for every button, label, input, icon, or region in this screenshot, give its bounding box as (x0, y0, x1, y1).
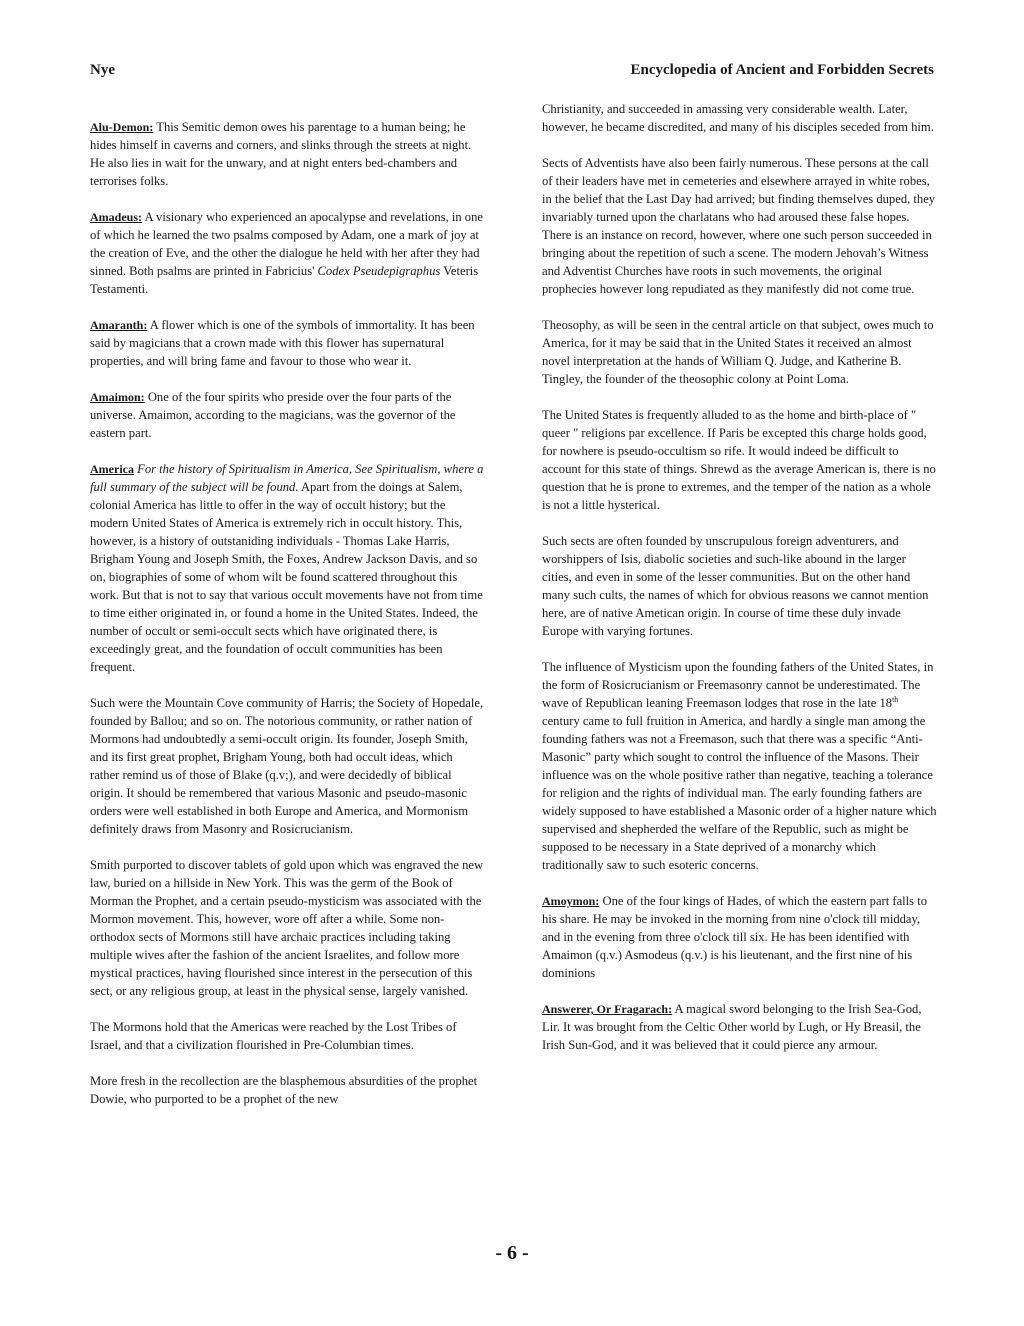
paragraph: More fresh in the recollection are the blasphemous absurdities of the prophet Dowie, who purported to be a prophet of the new (90, 1074, 478, 1106)
left-column (90, 118, 485, 1126)
running-header-author: Nye (90, 62, 115, 78)
entry-text: Apart from the doings at Salem, colonial America has little to offer in the way of occult history; but the modern United States of America is extremely rich in occult history. This, however, is a history of outstaniding individuals - Thomas Lake Harris, Brigham Young and Joseph Smith, the Foxes, Andrew Jackson Davis, and so on, biographies of some of whom wilt be found scattered throughout this work. But that is not to say that various occult movements have not from time to time either originated in, or found a home in the United States. Indeed, the number of occult or semi-occult sects which have originated there, is exceedingly great, and the foundation of occult communities has been frequent. (90, 480, 483, 674)
running-header-title: Encyclopedia of Ancient and Forbidden Secrets (630, 62, 934, 78)
paragraph-influence (542, 658, 937, 874)
entry-text: This Semitic demon owes his parentage to a human being; he hides himself in caverns and corners, and slinks through the streets at night. He also lies in wait for the unwary, and at night enters bed-chambers and terrorises folks. (90, 120, 472, 188)
entry-text: One of the four spirits who preside over the four parts of the universe. Amaimon, according to the magicians, was the governor of the eastern part. (90, 390, 456, 440)
paragraph: Sects of Adventists have also been fairly numerous. These persons at the call of their leaders have met in cemeteries and elsewhere arrayed in white robes, in the belief that the Last Day had arrived; but finding themselves duped, they invariably turned upon the charlatans who had aroused these false hopes. There is an instance on record, however, where one such person succeeded in bringing about the repetition of such a scene. The modern Jehovah’s Witness and Adventist Churches have roots in such movements, the original prophecies however long repudiated as they manifestly did not come true. (542, 156, 936, 296)
entry-term: Amoymon: (542, 894, 600, 908)
entry-term: Amaranth: (90, 318, 148, 332)
entry-term: Answerer, Or Fragarach: (542, 1002, 673, 1016)
entry-amaranth (90, 316, 485, 370)
paragraph: Such sects are often founded by unscrupulous foreign adventurers, and worshippers of Isis, diabolic societies and such-like abound in the larger cities, and even in some of the lesser communities. But on the other hand many such cults, the names of which for obvious reasons we cannot mention here, are of native Ametican origin. In course of time these duly invade Europe with varying fortunes. (542, 534, 929, 638)
entry-text: One of the four kings of Hades, of which the eastern part falls to his share. He may be invoked in the morning from nine o'clock till midday, and in the evening from three o'clock till six. He has been identified with Amaimon (q.v.) Asmodeus (q.v.) is his lieutenant, and the first nine of his dominions (542, 894, 928, 980)
entry-italic-note: For the history of Spiritualism in America, See Spiritualism, where a full summary of the subject will be found. (90, 462, 484, 494)
paragraph: Theosophy, as will be seen in the central article on that subject, owes much to America, for it may be said that in the United States it received an almost novel interpretation at the hands of William Q. Judge, and Katherine B. Tingley, the founder of the theosophic colony at Point Loma. (542, 318, 934, 386)
entry-term: Alu-Demon: (90, 120, 154, 134)
paragraph: Such were the Mountain Cove community of Harris; the Society of Hopedale, founded by Ballou; and so on. The notorious community, or rather nation of Mormons had undoubtedly a semi-occult origin. Its founder, Joseph Smith, and its first great prophet, Brigham Young, both had occult ideas, which rather remind us of those of Blake (q.v;), and were decidedly of biblical origin. It should be remembered that various Masonic and pseudo-masonic orders were well established in both Europe and America, and Mormonism definitely draws from Masonry and Rosicrucianism. (90, 696, 484, 836)
entry-alu-demon (90, 118, 485, 190)
entry-america (90, 460, 485, 676)
entry-answerer (542, 1000, 937, 1054)
paragraph-text: The influence of Mysticism upon the founding fathers of the United States, in the form of Rosicrucianism or Freemasonry cannot be underestimated. The wave of Republican leaning Freemason lodges that rose in the late 18 (542, 660, 934, 710)
entry-text: A flower which is one of the symbols of immortality. It has been said by magicians that a crown made with this flower has supernatural properties, and will bring fame and favour to those who wear it. (90, 318, 475, 368)
entry-italic-title: Codex Pseudepigraphus (317, 264, 441, 278)
paragraph: The Mormons hold that the Americas were reached by the Lost Tribes of Israel, and that a civilization flourished in Pre-Columbian times. (90, 1020, 457, 1052)
entry-term: Amaimon: (90, 390, 145, 404)
entry-text: A visionary who experienced an apocalypse and revelations, in one of which he learned the two psalms composed by Adam, one a mark of joy at the creation of Eve, and the other the dialogue he held with her after they had sinned. Both psalms are printed in Fabricius' (90, 210, 483, 278)
entry-amoymon (542, 892, 937, 982)
entry-term: Amadeus: (90, 210, 143, 224)
entry-text: Veteris Testamenti. (90, 264, 479, 296)
paragraph: Smith purported to discover tablets of gold upon which was engraved the new law, buried on a hillside in New York. This was the germ of the Book of Morman the Prophet, and a certain pseudo-mysticism was associated with the Mormon movement. This, however, wore off after a while. Some non-orthodox sects of Mormons still have archaic practices including taking multiple wives after the fashion of the ancient Israelites, and follow more mystical practices, having flourished since interest in the persecution of this sect, or any religious group, at least in the physical sense, largely vanished. (90, 858, 484, 998)
paragraph-text: century came to full fruition in America, and hardly a single man among the founding fathers was not a Freemason, such that there was a specific “Anti-Masonic” party which sought to control the influence of the Masons. Their influence was on the whole positive rather than negative, teaching a tolerance for religion and the rights of individual man. The early founding fathers are widely supposed to have established a Masonic order of a higher nature which supervised and shepherded the welfare of the Republic, such as might be supposed to be necessary in a State deprived of a monarchy which traditionally saw to such esoteric concerns. (542, 714, 937, 872)
paragraph: Christianity, and succeeded in amassing very considerable wealth. Later, however, he became discredited, and many of his disciples seceded from him. (542, 102, 934, 134)
page-number: - 6 - (495, 1242, 529, 1264)
paragraph: The United States is frequently alluded to as the home and birth-place of " queer " religions par excellence. If Paris be excepted this charge holds good, for nowhere is pseudo-occultism so rife. It would indeed be difficult to account for this state of things. Shrewd as the average American is, there is no question that he is prone to extremes, and the temper of the nation as a whole is not a little hysterical. (542, 408, 936, 512)
superscript: th (892, 694, 899, 704)
right-column (542, 100, 937, 1072)
entry-text: A magical sword belonging to the Irish Sea-God, Lir. It was brought from the Celtic Other world by Lugh, or Hy Breasil, the Irish Sun-God, and it was believed that it could pierce any armour. (542, 1002, 922, 1052)
entry-amadeus (90, 208, 485, 298)
entry-term: America (90, 462, 134, 476)
entry-amaimon (90, 388, 485, 442)
